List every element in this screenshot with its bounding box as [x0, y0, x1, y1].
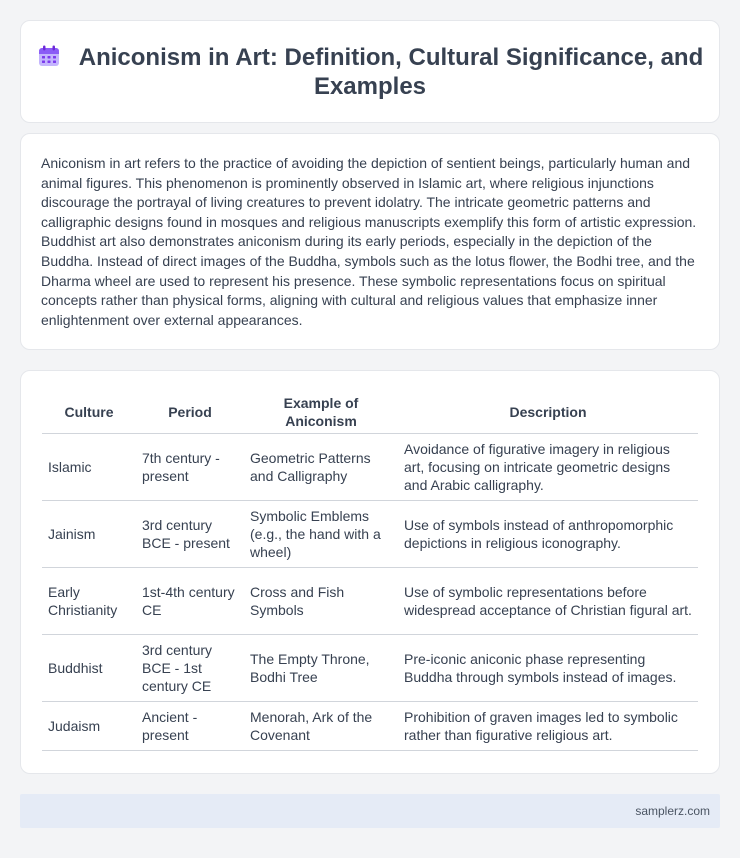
cell-example: Geometric Patterns and Calligraphy: [244, 433, 398, 500]
calendar-icon: [37, 44, 61, 68]
cell-description: Pre-iconic aniconic phase representing Buddha through symbols instead of images.: [398, 634, 698, 701]
page-title: Aniconism in Art: Definition, Cultural Significance, and Examples: [78, 44, 704, 100]
cell-period: 3rd century BCE - 1st century CE: [136, 634, 244, 701]
cell-culture: Judaism: [42, 701, 136, 750]
cell-culture: Early Christianity: [42, 567, 136, 634]
table-row: [42, 500, 698, 567]
table-row: [42, 433, 698, 500]
footer-bar: [20, 794, 720, 828]
table-header-row: [42, 392, 698, 433]
title-card: [20, 20, 720, 123]
cell-description: Use of symbolic representations before widespread acceptance of Christian figural art.: [398, 567, 698, 634]
header-description: Description: [398, 392, 698, 433]
header-period: Period: [136, 392, 244, 433]
cell-example: Menorah, Ark of the Covenant: [244, 701, 398, 750]
cell-example: Symbolic Emblems (e.g., the hand with a wheel): [244, 500, 398, 567]
cell-culture: Islamic: [42, 433, 136, 500]
cell-description: Avoidance of figurative imagery in religious art, focusing on intricate geometric designs and Arabic calligraphy.: [398, 433, 698, 500]
cell-example: The Empty Throne, Bodhi Tree: [244, 634, 398, 701]
intro-paragraph: Aniconism in art refers to the practice of avoiding the depiction of sentient beings, particularly human and animal figures. This phenomenon is prominently observed in Islamic art, where religious injunctions discourage the portrayal of living creatures to prevent idolatry. The intricate geometric patterns and calligraphic designs found in mosques and religious manuscripts exemplify this form of artistic expression. Buddhist art also demonstrates aniconism during its early periods, especially in the depiction of the Buddha. Instead of direct images of the Buddha, symbols such as the lotus flower, the Bodhi tree, and the Dharma wheel are used to represent his presence. These symbolic representations focus on spiritual concepts rather than physical forms, aligning with cultural and religious values that emphasize inner enlightenment over external appearances.: [41, 155, 697, 328]
footer-site-link[interactable]: samplerz.com: [635, 804, 710, 818]
table-card: [20, 370, 720, 774]
table-row: [42, 567, 698, 634]
intro-card: [20, 133, 720, 350]
cell-period: 1st-4th century CE: [136, 567, 244, 634]
cell-period: 3rd century BCE - present: [136, 500, 244, 567]
page-header: [21, 43, 719, 101]
cell-example: Cross and Fish Symbols: [244, 567, 398, 634]
cell-culture: Jainism: [42, 500, 136, 567]
cell-period: 7th century - present: [136, 433, 244, 500]
cell-description: Use of symbols instead of anthropomorphic depictions in religious iconography.: [398, 500, 698, 567]
header-example: Example of Aniconism: [244, 392, 398, 433]
aniconism-table: [42, 392, 698, 751]
cell-description: Prohibition of graven images led to symbolic rather than figurative religious art.: [398, 701, 698, 750]
cell-period: Ancient - present: [136, 701, 244, 750]
cell-culture: Buddhist: [42, 634, 136, 701]
header-culture: Culture: [42, 392, 136, 433]
table-row: [42, 701, 698, 750]
table-row: [42, 634, 698, 701]
